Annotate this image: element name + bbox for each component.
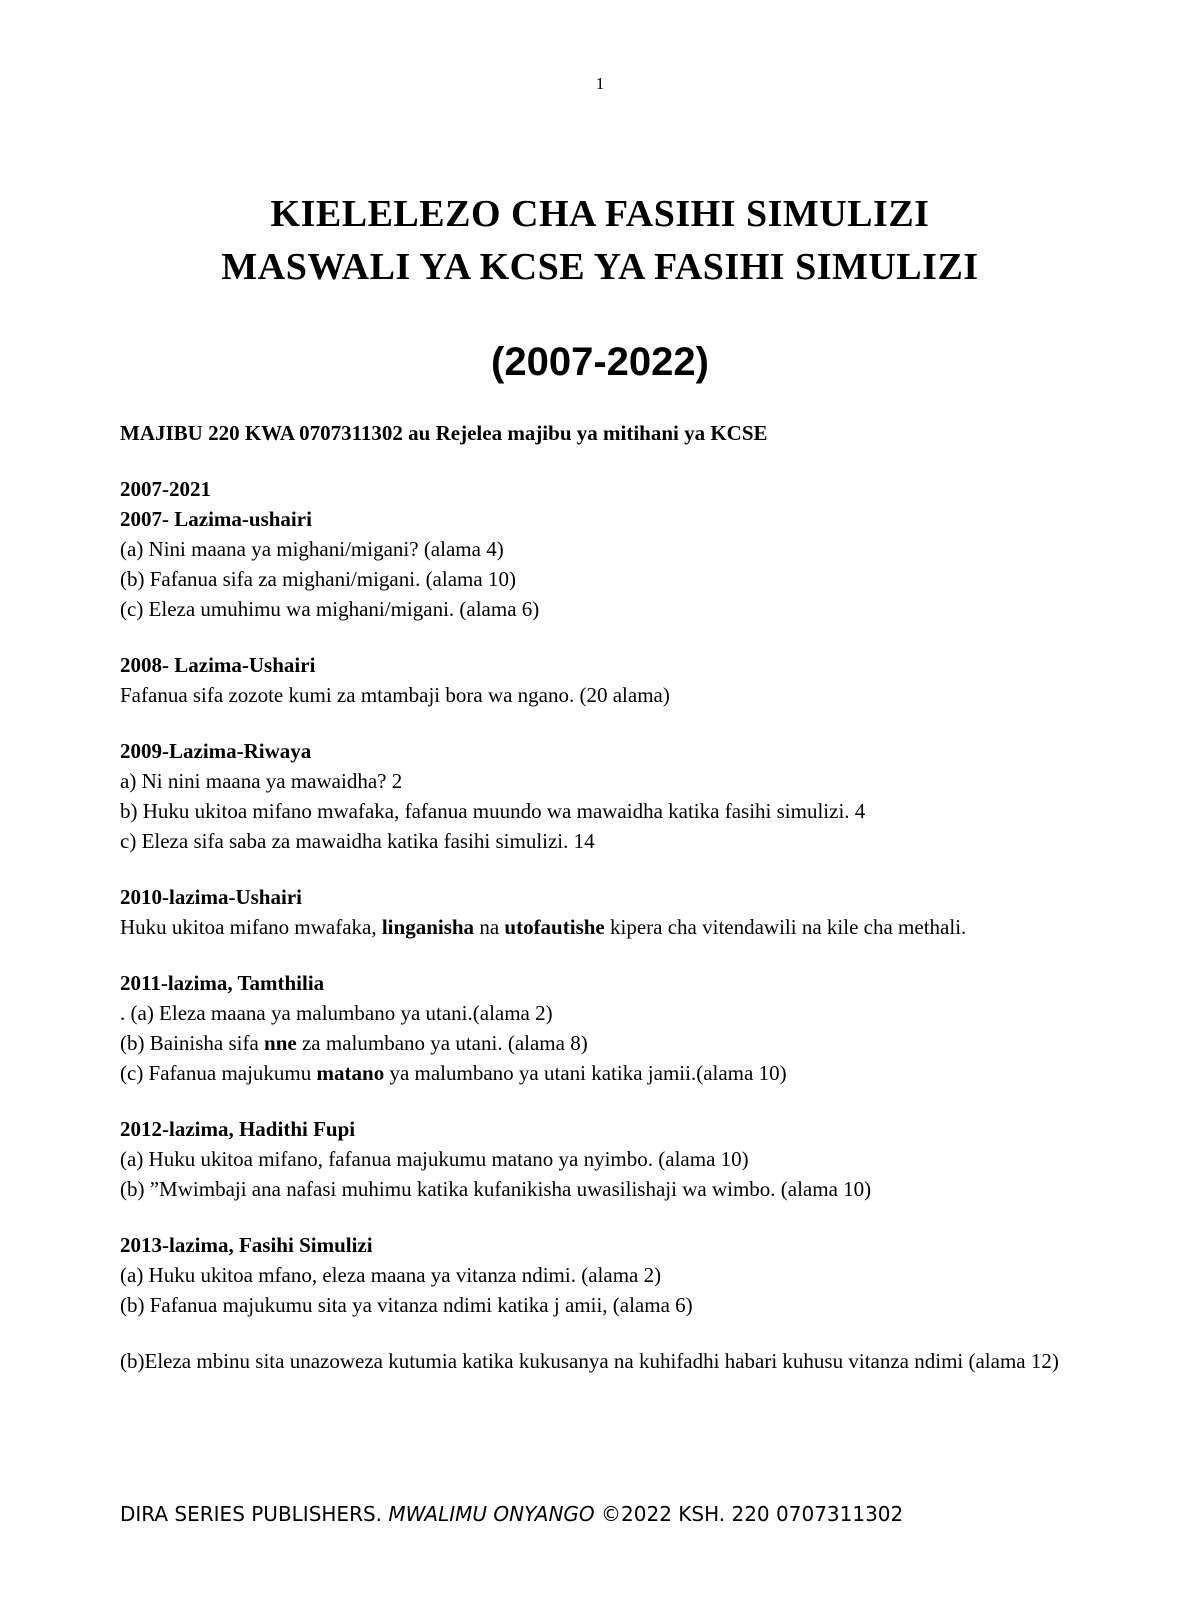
document-title-line-2: MASWALI YA KCSE YA FASIHI SIMULIZI <box>221 246 979 288</box>
question-line <box>120 1058 1080 1088</box>
text-run: za malumbano ya utani. (alama 8) <box>296 1031 588 1055</box>
question-line <box>120 1028 1080 1058</box>
text-run: na <box>474 915 505 939</box>
text-run: (c) Fafanua majukumu <box>120 1061 317 1085</box>
question-line: (c) Eleza umuhimu wa mighani/migani. (alama 6) <box>120 597 540 621</box>
section-heading-2008: 2008- Lazima-Ushairi <box>120 653 316 677</box>
text-run: ya malumbano ya utani katika jamii.(alama 10) <box>384 1061 787 1085</box>
question-line: a) Ni nini maana ya mawaidha? 2 <box>120 769 403 793</box>
page-number: 1 <box>595 74 605 93</box>
section-heading-2007: 2007- Lazima-ushairi <box>120 507 312 531</box>
question-paragraph-2013-extra: (b)Eleza mbinu sita unazoweza kutumia katika kukusanya na kuhifadhi habari kuhusu vitanza ndimi (alama 12) <box>120 1349 1059 1373</box>
footer-publisher: DIRA SERIES PUBLISHERS. <box>120 1502 389 1526</box>
question-line: b) Huku ukitoa mifano mwafaka, fafanua muundo wa mawaidha katika fasihi simulizi. 4 <box>120 799 866 823</box>
section-heading-2011: 2011-lazima, Tamthilia <box>120 971 325 995</box>
section-heading-2010: 2010-lazima-Ushairi <box>120 885 302 909</box>
text-run: Huku ukitoa mifano mwafaka, <box>120 915 382 939</box>
question-line: . (a) Eleza maana ya malumbano ya utani.(alama 2) <box>120 1001 553 1025</box>
footer-price-contact: ©2022 KSH. 220 0707311302 <box>594 1502 904 1526</box>
emphasis-linganisha: linganisha <box>381 915 475 939</box>
document-title-line-1: KIELELEZO CHA FASIHI SIMULIZI <box>270 193 930 235</box>
footer-author: MWALIMU ONYANGO <box>388 1502 595 1526</box>
range-heading: 2007-2021 <box>120 477 211 501</box>
text-run: (b) Bainisha sifa <box>120 1031 265 1055</box>
question-line: c) Eleza sifa saba za mawaidha katika fasihi simulizi. 14 <box>120 829 595 853</box>
page-footer <box>120 1502 903 1526</box>
section-heading-2009: 2009-Lazima-Riwaya <box>120 739 312 763</box>
text-run: kipera cha vitendawili na kile cha methali. <box>604 915 967 939</box>
answers-note: MAJIBU 220 KWA 0707311302 au Rejelea majibu ya mitihani ya KCSE <box>120 421 768 445</box>
question-line: (b) Fafanua majukumu sita ya vitanza ndimi katika j amii, (alama 6) <box>120 1293 693 1317</box>
emphasis-utofautishe: utofautishe <box>504 915 605 939</box>
question-line: (b) ”Mwimbaji ana nafasi muhimu katika kufanikisha uwasilishaji wa wimbo. (alama 10) <box>120 1177 872 1201</box>
question-line: Fafanua sifa zozote kumi za mtambaji bora wa ngano. (20 alama) <box>120 683 670 707</box>
question-line: (b) Fafanua sifa za mighani/migani. (alama 10) <box>120 567 516 591</box>
question-line: (a) Huku ukitoa mifano, fafanua majukumu matano ya nyimbo. (alama 10) <box>120 1147 749 1171</box>
emphasis-matano: matano <box>316 1061 385 1085</box>
section-heading-2012: 2012-lazima, Hadithi Fupi <box>120 1117 356 1141</box>
document-body <box>120 418 1080 1376</box>
question-line: (a) Nini maana ya mighani/migani? (alama 4) <box>120 537 504 561</box>
section-heading-2013: 2013-lazima, Fasihi Simulizi <box>120 1233 373 1257</box>
question-paragraph-2010 <box>120 912 1080 942</box>
emphasis-nne: nne <box>264 1031 297 1055</box>
years-range: (2007-2022) <box>491 340 709 384</box>
question-line: (a) Huku ukitoa mfano, eleza maana ya vitanza ndimi. (alama 2) <box>120 1263 662 1287</box>
